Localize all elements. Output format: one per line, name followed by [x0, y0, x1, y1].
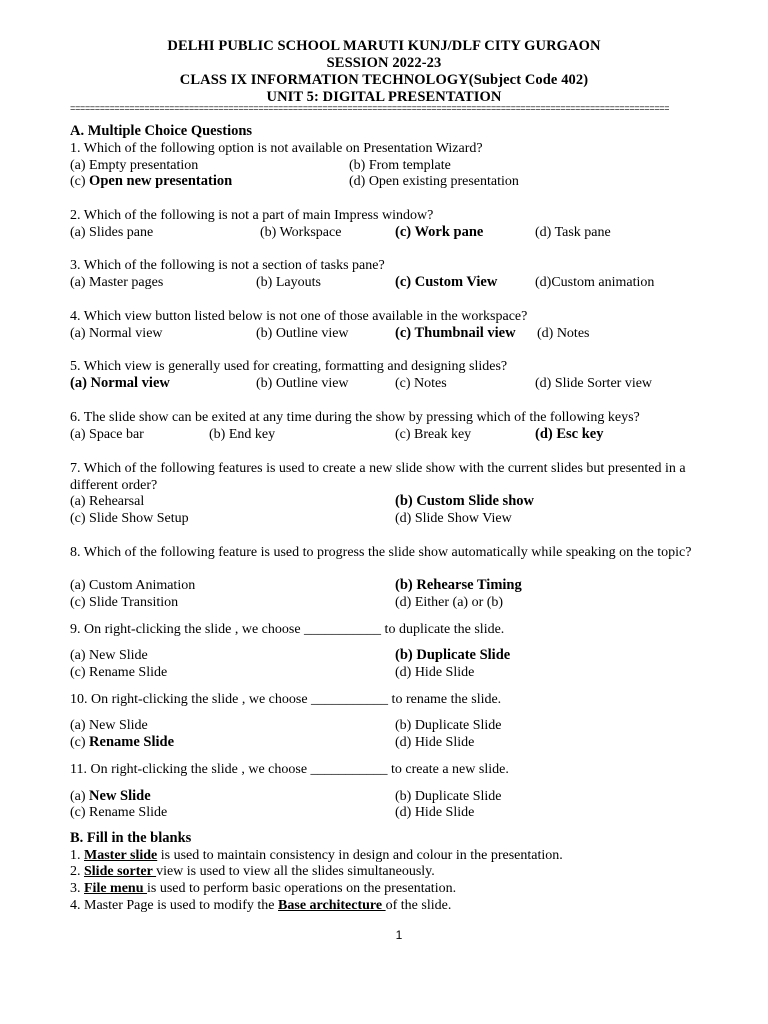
- q11-option-d: (d) Hide Slide: [395, 805, 475, 820]
- fill-answer-1: Master slide: [84, 848, 158, 863]
- q6-option-c: (c) Break key: [395, 427, 472, 442]
- q9-answer: (b) Duplicate Slide: [395, 647, 511, 663]
- separator-line: =========================================================================================================================: [70, 104, 670, 114]
- q7-answer: (b) Custom Slide show: [395, 493, 534, 509]
- q1-option-a: (a) Empty presentation: [70, 158, 199, 173]
- q5-option-c: (c) Notes: [395, 376, 447, 391]
- q4-answer: (c) Thumbnail view: [395, 325, 516, 341]
- q2-answer: (c) Work pane: [395, 224, 484, 240]
- fill-blank-1: 1. Master slide is used to maintain consistency in design and colour in the presentation.: [70, 848, 563, 863]
- q11-answer: New Slide: [89, 788, 151, 804]
- q1-answer: Open new presentation: [89, 173, 233, 189]
- q8-option-c: (c) Slide Transition: [70, 595, 179, 610]
- question-5: 5. Which view is generally used for creating, formatting and designing slides?: [70, 359, 508, 374]
- q4-option-b: (b) Outline view: [256, 326, 349, 341]
- q5-option-a: [70, 375, 170, 392]
- q2-option-b: (b) Workspace: [260, 225, 342, 240]
- q3-option-a: (a) Master pages: [70, 275, 164, 290]
- q8-answer: (b) Rehearse Timing: [395, 577, 522, 593]
- q6-option-a: (a) Space bar: [70, 427, 144, 442]
- class-subject: CLASS IX INFORMATION TECHNOLOGY(Subject Code 402): [179, 72, 589, 88]
- question-3: 3. Which of the following is not a section of tasks pane?: [70, 258, 385, 273]
- q3-option-d: (d)Custom animation: [535, 275, 655, 290]
- q2-option-d: (d) Task pane: [535, 225, 611, 240]
- school-name: DELHI PUBLIC SCHOOL MARUTI KUNJ/DLF CITY GURGAON: [167, 38, 601, 54]
- q7-option-a: (a) Rehearsal: [70, 494, 145, 509]
- q4-option-d: (d) Notes: [537, 326, 590, 341]
- q5-option-b: (b) Outline view: [256, 376, 349, 391]
- question-8: 8. Which of the following feature is used to progress the slide show automatically while speaking on the topic?: [70, 545, 692, 560]
- q10-option-c: (c) Rename Slide: [70, 734, 175, 750]
- q11-option-c: (c) Rename Slide: [70, 805, 168, 820]
- fill-blank-3: 3. File menu is used to perform basic operations on the presentation.: [70, 881, 457, 896]
- fill-answer-3: File menu: [84, 881, 147, 896]
- fill-answer-2: Slide sorter: [84, 864, 157, 879]
- question-7: 7. Which of the following features is used to create a new slide show with the current slides but presented in a different order?: [70, 461, 686, 493]
- q3-option-c: [395, 274, 497, 291]
- section-b-heading: B. Fill in the blanks: [70, 830, 192, 846]
- question-2: 2. Which of the following is not a part of main Impress window?: [70, 208, 434, 223]
- q11-option-b: (b) Duplicate Slide: [395, 789, 502, 804]
- q7-option-d: (d) Slide Show View: [395, 511, 512, 526]
- question-11: 11. On right-clicking the slide , we choose ___________ to create a new slide.: [70, 762, 509, 777]
- q7-option-c: (c) Slide Show Setup: [70, 511, 189, 526]
- q1-option-c: (c) Open new presentation: [70, 173, 233, 189]
- page-number: 1: [395, 928, 403, 942]
- q9-option-d: (d) Hide Slide: [395, 665, 475, 680]
- q5-answer: (a) Normal view: [70, 375, 170, 391]
- q5-option-d: (d) Slide Sorter view: [535, 376, 653, 391]
- fill-blank-4: 4. Master Page is used to modify the Base architecture of the slide.: [70, 898, 452, 913]
- q2-option-c: [395, 224, 483, 241]
- question-10: 10. On right-clicking the slide , we choose ___________ to rename the slide.: [70, 692, 502, 707]
- q1-option-b: (b) From template: [349, 158, 451, 173]
- q3-answer: (c) Custom View: [395, 274, 498, 290]
- q9-option-c: (c) Rename Slide: [70, 665, 168, 680]
- q10-option-d: (d) Hide Slide: [395, 735, 475, 750]
- q3-option-b: (b) Layouts: [256, 275, 321, 290]
- q8-option-b: [395, 577, 522, 594]
- q11-option-a: (a) New Slide: [70, 788, 151, 804]
- question-6: 6. The slide show can be exited at any time during the show by pressing which of the following keys?: [70, 410, 640, 425]
- q6-option-d: [535, 426, 603, 443]
- q10-option-b: (b) Duplicate Slide: [395, 718, 502, 733]
- q8-option-d: (d) Either (a) or (b): [395, 595, 504, 610]
- q4-option-c: [395, 325, 516, 342]
- unit-title: UNIT 5: DIGITAL PRESENTATION: [266, 89, 502, 105]
- q10-option-a: (a) New Slide: [70, 718, 148, 733]
- q1-option-d: (d) Open existing presentation: [349, 174, 519, 189]
- q6-option-b: (b) End key: [209, 427, 276, 442]
- q2-option-a: (a) Slides pane: [70, 225, 154, 240]
- session: SESSION 2022-23: [326, 55, 442, 71]
- q9-option-b: [395, 647, 510, 664]
- q9-option-a: (a) New Slide: [70, 648, 148, 663]
- q6-answer: (d) Esc key: [535, 426, 604, 442]
- question-4: 4. Which view button listed below is not one of those available in the workspace?: [70, 309, 528, 324]
- q8-option-a: (a) Custom Animation: [70, 578, 196, 593]
- question-9: 9. On right-clicking the slide , we choose ___________ to duplicate the slide.: [70, 622, 505, 637]
- q10-answer: Rename Slide: [89, 734, 175, 750]
- q7-option-b: [395, 493, 534, 510]
- question-1: 1. Which of the following option is not available on Presentation Wizard?: [70, 141, 483, 156]
- section-a-heading: A. Multiple Choice Questions: [70, 123, 253, 139]
- fill-blank-2: 2. Slide sorter view is used to view all the slides simultaneously.: [70, 864, 435, 879]
- q4-option-a: (a) Normal view: [70, 326, 163, 341]
- fill-answer-4: Base architecture: [278, 898, 386, 913]
